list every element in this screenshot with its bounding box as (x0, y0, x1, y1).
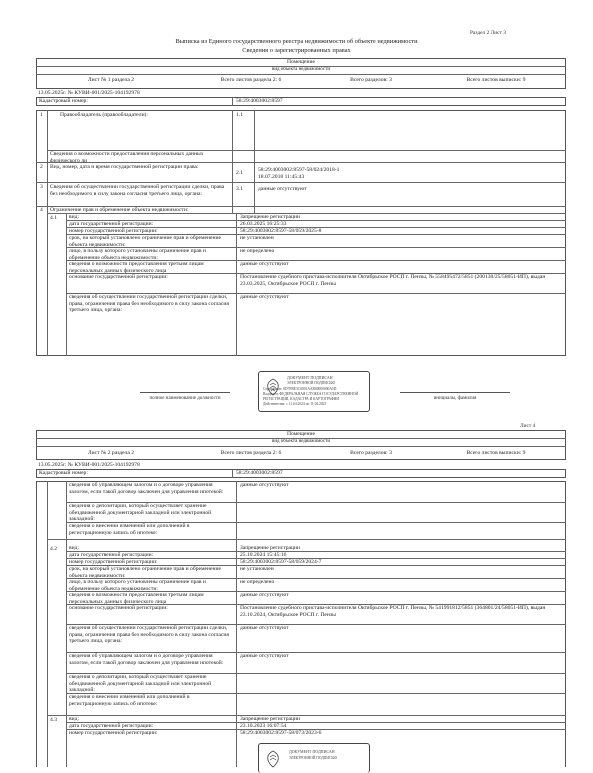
stamp-line: Владелец: ФЕДЕРАЛЬНАЯ СЛУЖБА ГОСУДАРСТВЕННОЙ (263, 392, 359, 396)
sheet-number-2: Лист № 2 раздела 2 (87, 450, 135, 456)
sheet-number: Лист № 1 раздела 2 (87, 77, 135, 83)
field-label: сведения о внесении изменений или дополнений в регистрационную запись об ипотеке: (69, 694, 190, 707)
field-label: лицо, в пользу которого установлены ограничение прав и обременение объекта недвижимости: (69, 579, 206, 592)
personal-data-label: Сведения о возможности предоставления персональных данных физического ли (50, 151, 204, 164)
right-holder-label: Правообладатель (правообладатели): (60, 112, 148, 118)
object-type: Помещение (286, 59, 315, 65)
total-sheets-2: Всего листов выписки: 9 (466, 450, 526, 456)
object-type-2: Помещение (286, 431, 315, 437)
field-value: 23.10.2023 16:07:54 (240, 723, 287, 729)
row-2-number: 2 (40, 164, 43, 170)
total-sections-2: Всего разделов: 3 (350, 450, 392, 456)
row-4-3-number: 4.3 (50, 717, 57, 723)
field-label: сведения об управляющем залогом и о договоре управления залогом, если такой договор заключен для управления ипотекой: (69, 482, 224, 495)
field-label: основание государственной регистрации: (69, 274, 168, 280)
field-value: 25.10.2024 15:45:16 (240, 552, 287, 558)
field-value: не определено (240, 579, 275, 585)
name-caption: инициалы, фамилия (433, 396, 477, 401)
field-value: Запрещение регистрации (240, 545, 300, 551)
field-value: Запрещение регистрации (240, 716, 300, 722)
total-sheets: Всего листов выписки: 9 (466, 77, 526, 83)
field-value: данные отсутствуют (240, 625, 289, 631)
registration-datetime: 18.07.2018 11:45:43 (258, 174, 305, 180)
field-label: основание государственной регистрации: (69, 605, 168, 611)
field-value: данные отсутствуют (240, 653, 289, 659)
request-date-number: 13.05.2025г. № КУВИ-001/2025-104192978 (38, 90, 140, 96)
stamp-line: Действителен: с 11.04.2024 по 11.04.2025 (263, 402, 327, 406)
field-label: сведения о возможности предоставления третьим лицам персональных данных физического лица (69, 261, 204, 274)
total-sheets-section-2: Всего листов раздела 2: 6 (220, 450, 282, 456)
field-label: дата государственной регистрации: (69, 552, 154, 558)
row-4-1-number: 4.1 (50, 215, 57, 221)
stamp-line: ЭЛЕКТРОННОЙ ПОДПИСЬЮ (287, 381, 336, 385)
field-value: данные отсутствуют (240, 294, 289, 300)
object-type-caption: вид объекта недвижимости (271, 67, 331, 72)
row-4-2-number: 4.2 (50, 546, 57, 552)
field-value: 58:29:4003002:8597-58/059/2025-8 (240, 228, 322, 234)
cadastral-value: 58:29:4003002:8597 (236, 98, 283, 104)
field-label: номер государственной регистрации: (69, 228, 158, 234)
coat-of-arms-icon (265, 750, 281, 768)
field-label: номер государственной регистрации: (69, 559, 158, 565)
field-label: вид: (69, 545, 80, 551)
transaction-registration-value: данные отсутствуют (258, 186, 307, 192)
total-sections: Всего разделов: 3 (350, 77, 392, 83)
sheet-corner-label: Раздел 2 Лист 3 (470, 30, 506, 36)
field-value: данные отсутствуют (240, 261, 289, 267)
field-value: не определено (240, 248, 275, 254)
field-value: 58:29:4003002:8597-58/073/2023-6 (240, 730, 322, 736)
field-value: не установлен (240, 235, 274, 241)
right-holder-index: 1.1 (236, 112, 243, 118)
field-label: дата государственной регистрации: (69, 221, 154, 227)
field-label: сведения о возможности предоставления третьим лицам персональных данных физического лица (69, 592, 204, 605)
stamp-line: Сертификат: 0D7FBE3C0001AAB00000000A5D (263, 387, 337, 391)
object-type-caption-2: вид объекта недвижимости (271, 439, 331, 444)
field-value: Запрещение регистрации (240, 214, 300, 220)
field-value: 58:29:4003002:8597-58/059/2024-7 (240, 559, 322, 565)
row-4-number: 4 (40, 207, 43, 213)
sheet-corner-label-2: Лист 4 (520, 423, 536, 429)
cadastral-value-2: 58:29:4003002:8597 (236, 470, 283, 476)
field-label: сведения об осуществлении государственной регистрации сделки, права, ограничения права без необходимого в силу закона согласия третьего лица, органа: (69, 625, 229, 645)
registration-type-label: Вид, номер, дата и время государственной регистрации права: (50, 164, 199, 170)
field-value: Постановление судебного пристава-исполнителя Октябрьское РОСП г. Пензы, № 558495472/5851 (200130/25/58051-ИП), выдан 23.03.2025, Октябрьское РОСП г. Пензы (240, 274, 546, 287)
stamp-line: РЕГИСТРАЦИИ, КАДАСТРА И КАРТОГРАФИИ (263, 397, 339, 401)
document-subtitle: Сведения о зарегистрированных правах (242, 47, 351, 54)
field-value: данные отсутствуют (240, 592, 289, 598)
field-label: дата государственной регистрации: (69, 723, 154, 729)
field-label: вид: (69, 716, 80, 722)
transaction-registration-label: Сведения об осуществлении государственной регистрации сделки, права без необходимого в силу закона согласия третьего лица, органа: (50, 184, 225, 197)
field-value: данные отсутствуют (240, 482, 289, 488)
field-label: номер государственной регистрации: (69, 730, 158, 736)
encumbrance-label: Ограничение прав и обременение объекта недвижимости: (50, 207, 189, 213)
stamp-line: ЭЛЕКТРОННОЙ ПОДПИСЬЮ (289, 756, 338, 760)
field-label: сведения о депозитарии, который осуществляет хранение обездвиженной документарной закладной или электронной закладной: (69, 674, 212, 694)
field-label: срок, на который установлено ограничение прав и обременение объекта недвижимости: (69, 566, 221, 579)
field-value: не установлен (240, 566, 274, 572)
cadastral-label: Кадастровый номер: (39, 98, 88, 104)
field-label: сведения об управляющем залогом и о договоре управления залогом, если такой договор заключен для управления ипотекой: (69, 653, 224, 666)
field-label: вид: (69, 214, 80, 220)
stamp-line: ДОКУМЕНТ ПОДПИСАН (289, 749, 335, 754)
cadastral-row (36, 97, 566, 106)
stamp-line: ДОКУМЕНТ ПОДПИСАН (287, 375, 333, 380)
electronic-signature-stamp-2 (258, 743, 370, 773)
position-caption: полное наименование должности (149, 396, 221, 401)
field-label: срок, на который установлено ограничение прав и обременение объекта недвижимости: (69, 235, 221, 248)
total-sheets-section: Всего листов раздела 2: 6 (220, 77, 282, 83)
electronic-signature-stamp-1 (258, 371, 370, 412)
cadastral-row-2 (36, 469, 566, 478)
registration-number: 58:29:4003002:8597-58/024/2018-1 (258, 167, 340, 173)
row-1-number: 1 (40, 112, 43, 118)
field-value: 26.03.2025 16:25:33 (240, 221, 287, 227)
field-label: лицо, в пользу которого установлены ограничение прав и обременение объекта недвижимости: (69, 248, 206, 261)
field-label: сведения об осуществлении государственной регистрации сделки, права, ограничения права без необходимого в силу закона согласия третьего лица, органа: (69, 294, 229, 314)
document-title: Выписка из Единого государственного реестра недвижимости об объекте недвижимости (175, 38, 418, 45)
row-3-index: 3.1 (236, 186, 243, 192)
row-2-index: 2.1 (236, 170, 243, 176)
request-date-number-2: 13.05.2025г. № КУВИ-001/2025-104192978 (38, 462, 140, 468)
cadastral-label-2: Кадастровый номер: (39, 470, 88, 476)
field-label: сведения о внесении изменений или дополнений в регистрационную запись об ипотеке: (69, 523, 190, 536)
field-value: Постановление судебного пристава-исполнителя Октябрьское РОСП г. Пензы, № 541991812/5851 (364801/24/58051-ИП), выдан 23.10.2024, Октябрьское РОСП г. Пензы (240, 605, 546, 618)
row-3-number: 3 (40, 184, 43, 190)
field-label: сведения о депозитарии, который осуществляет хранение обездвиженной документарной закладной или электронной закладной: (69, 503, 212, 523)
